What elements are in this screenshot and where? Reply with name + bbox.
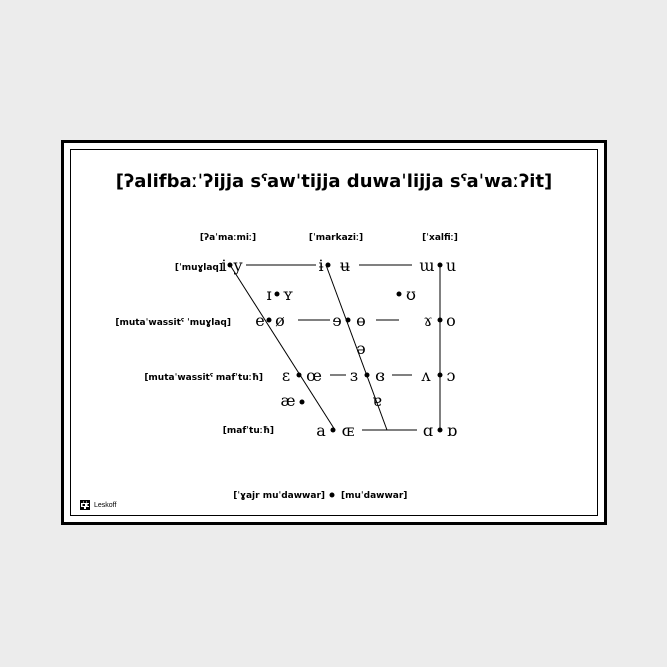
chart-title: [ʔalifbaːˈʔijja sˤawˈtijja duwaˈlijja sˤaˈwaːʔit] — [115, 171, 553, 192]
vowel-o-slash: ø — [275, 311, 285, 330]
column-central-label: [ˈmarkaziː] — [308, 233, 364, 243]
vowel-turned-a: ɐ — [372, 391, 382, 410]
vowel-dot — [300, 400, 305, 405]
row-close-label: [ˈmuɣlaq] — [174, 263, 223, 273]
vowel-upsilon: ʊ — [406, 285, 416, 304]
column-back-label: [ˈxalfiː] — [422, 233, 458, 243]
vowel-small-cap-y: ʏ — [282, 285, 294, 304]
vowel-i: i — [221, 256, 227, 275]
vowel-epsilon: ɛ — [281, 366, 291, 385]
vowel-dot — [365, 373, 370, 378]
vowel-dot — [397, 292, 402, 297]
legend-rounded: [muˈdawwar] — [341, 491, 408, 501]
column-front-label: [ʔaˈmaːmiː] — [199, 233, 257, 243]
brand-logo — [80, 500, 116, 510]
vowel-dot — [331, 428, 336, 433]
vowel-dot — [346, 318, 351, 323]
vowel-e: e — [255, 311, 265, 330]
vowel-small-cap-oe: ɶ — [341, 421, 355, 440]
vowel-a: a — [316, 421, 326, 440]
vowel-dot — [267, 318, 272, 323]
vowel-dot — [438, 263, 443, 268]
vowel-o: o — [446, 311, 456, 330]
vowel-y: y — [233, 256, 243, 275]
row-open-label: [mafˈtuːħ] — [222, 426, 274, 436]
vowel-turned-v: ʌ — [421, 366, 431, 385]
vowel-rams-horn: ɤ — [423, 311, 433, 330]
vowel-ash: æ — [280, 391, 296, 410]
row-open-mid-label: [mutaˈwassitˤ mafˈtuːħ] — [144, 373, 263, 383]
vowel-oe-ligature: œ — [306, 366, 322, 385]
vowel-turned-m: ɯ — [419, 256, 435, 275]
vowel-trapezium — [64, 143, 604, 522]
qr-code-icon — [80, 500, 90, 510]
vowel-dot — [228, 263, 233, 268]
vowel-schwa: ə — [356, 339, 366, 358]
vowel-barred-o: ɵ — [356, 311, 366, 330]
vowel-reversed-epsilon: ɜ — [349, 366, 359, 385]
vowel-open-o: ɔ — [446, 366, 456, 385]
vowel-turned-script-a: ɒ — [446, 421, 458, 440]
vowel-small-cap-i: ɪ — [266, 285, 272, 304]
vowel-barred-u: ʉ — [339, 256, 351, 275]
vowel-dot — [297, 373, 302, 378]
vowel-dot — [438, 373, 443, 378]
vowel-u: u — [445, 256, 457, 275]
legend-unrounded: [ˈɣajr muˈdawwar] — [233, 491, 325, 501]
vowel-script-a: ɑ — [422, 421, 434, 440]
vowel-chart-poster — [61, 140, 607, 525]
brand-name: Leskoff — [94, 501, 117, 509]
vowel-dot — [438, 318, 443, 323]
vowel-reversed-e: ɘ — [332, 311, 342, 330]
vowel-dot — [438, 428, 443, 433]
vowel-barred-i: ɨ — [318, 256, 324, 275]
row-close-mid-label: [mutaˈwassitˤ ˈmuɣlaq] — [115, 318, 231, 328]
vowel-dot — [275, 292, 280, 297]
vowel-closed-reversed-epsilon: ɞ — [375, 366, 385, 385]
vowel-dot — [326, 263, 331, 268]
legend-dot — [330, 493, 335, 498]
